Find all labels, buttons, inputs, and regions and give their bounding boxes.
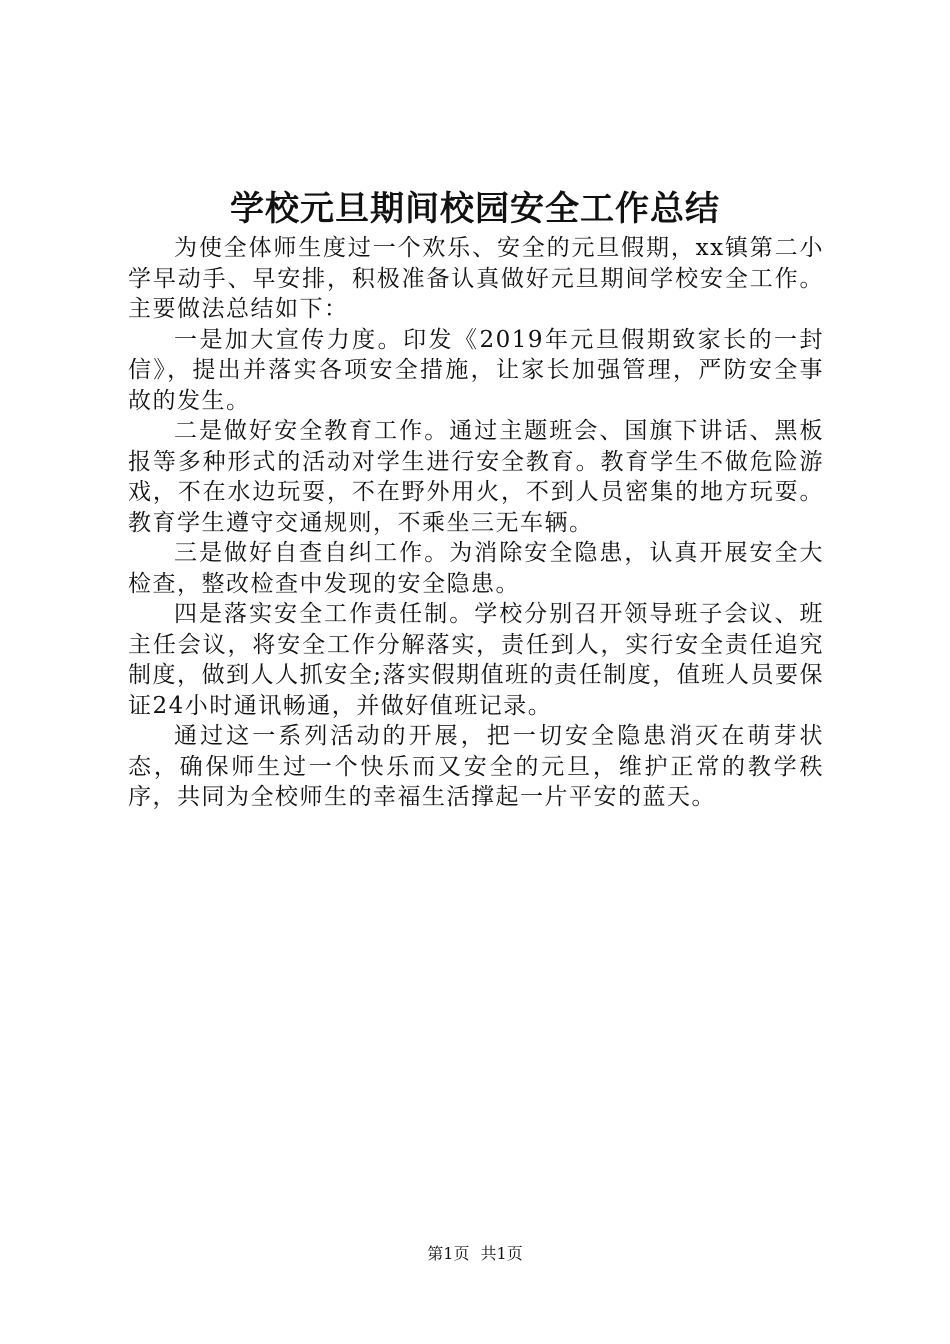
paragraph-publicity: 一是加大宣传力度。印发《2019年元旦假期致家长的一封信》，提出并落实各项安全措施，让家长加强管理，严防安全事故的发生。: [128, 326, 824, 414]
paragraph-intro: 为使全体师生度过一个欢乐、安全的元旦假期，xx镇第二小学早动手、早安排，积极准备认真做好元旦期间学校安全工作。主要做法总结如下：: [128, 235, 824, 322]
paragraph-education: 二是做好安全教育工作。通过主题班会、国旗下讲话、黑板报等多种形式的活动对学生进行安全教育。教育学生不做危险游戏，不在水边玩耍，不在野外用火，不到人员密集的地方玩耍。教育学生遵守交通规则，不乘坐三无车辆。: [128, 418, 824, 536]
page-footer: [0, 1242, 950, 1266]
page-number-total: 共1页: [480, 1244, 523, 1263]
page-number-current: 第1页: [427, 1244, 470, 1263]
paragraph-responsibility: 四是落实安全工作责任制。学校分别召开领导班子会议、班主任会议，将安全工作分解落实，责任到人，实行安全责任追究制度，做到人人抓安全;落实假期值班的责任制度，值班人员要保证24小时通讯畅通，并做好值班记录。: [128, 601, 824, 719]
document-body: [128, 233, 824, 813]
paragraph-conclusion: 通过这一系列活动的开展，把一切安全隐患消灭在萌芽状态，确保师生过一个快乐而又安全的元旦，维护正常的教学秩序，共同为全校师生的幸福生活撑起一片平安的蓝天。: [128, 723, 824, 810]
document-title: 学校元旦期间校园安全工作总结: [230, 189, 720, 229]
paragraph-self-inspection: 三是做好自查自纠工作。为消除安全隐患，认真开展安全大检查，整改检查中发现的安全隐患。: [128, 540, 824, 597]
